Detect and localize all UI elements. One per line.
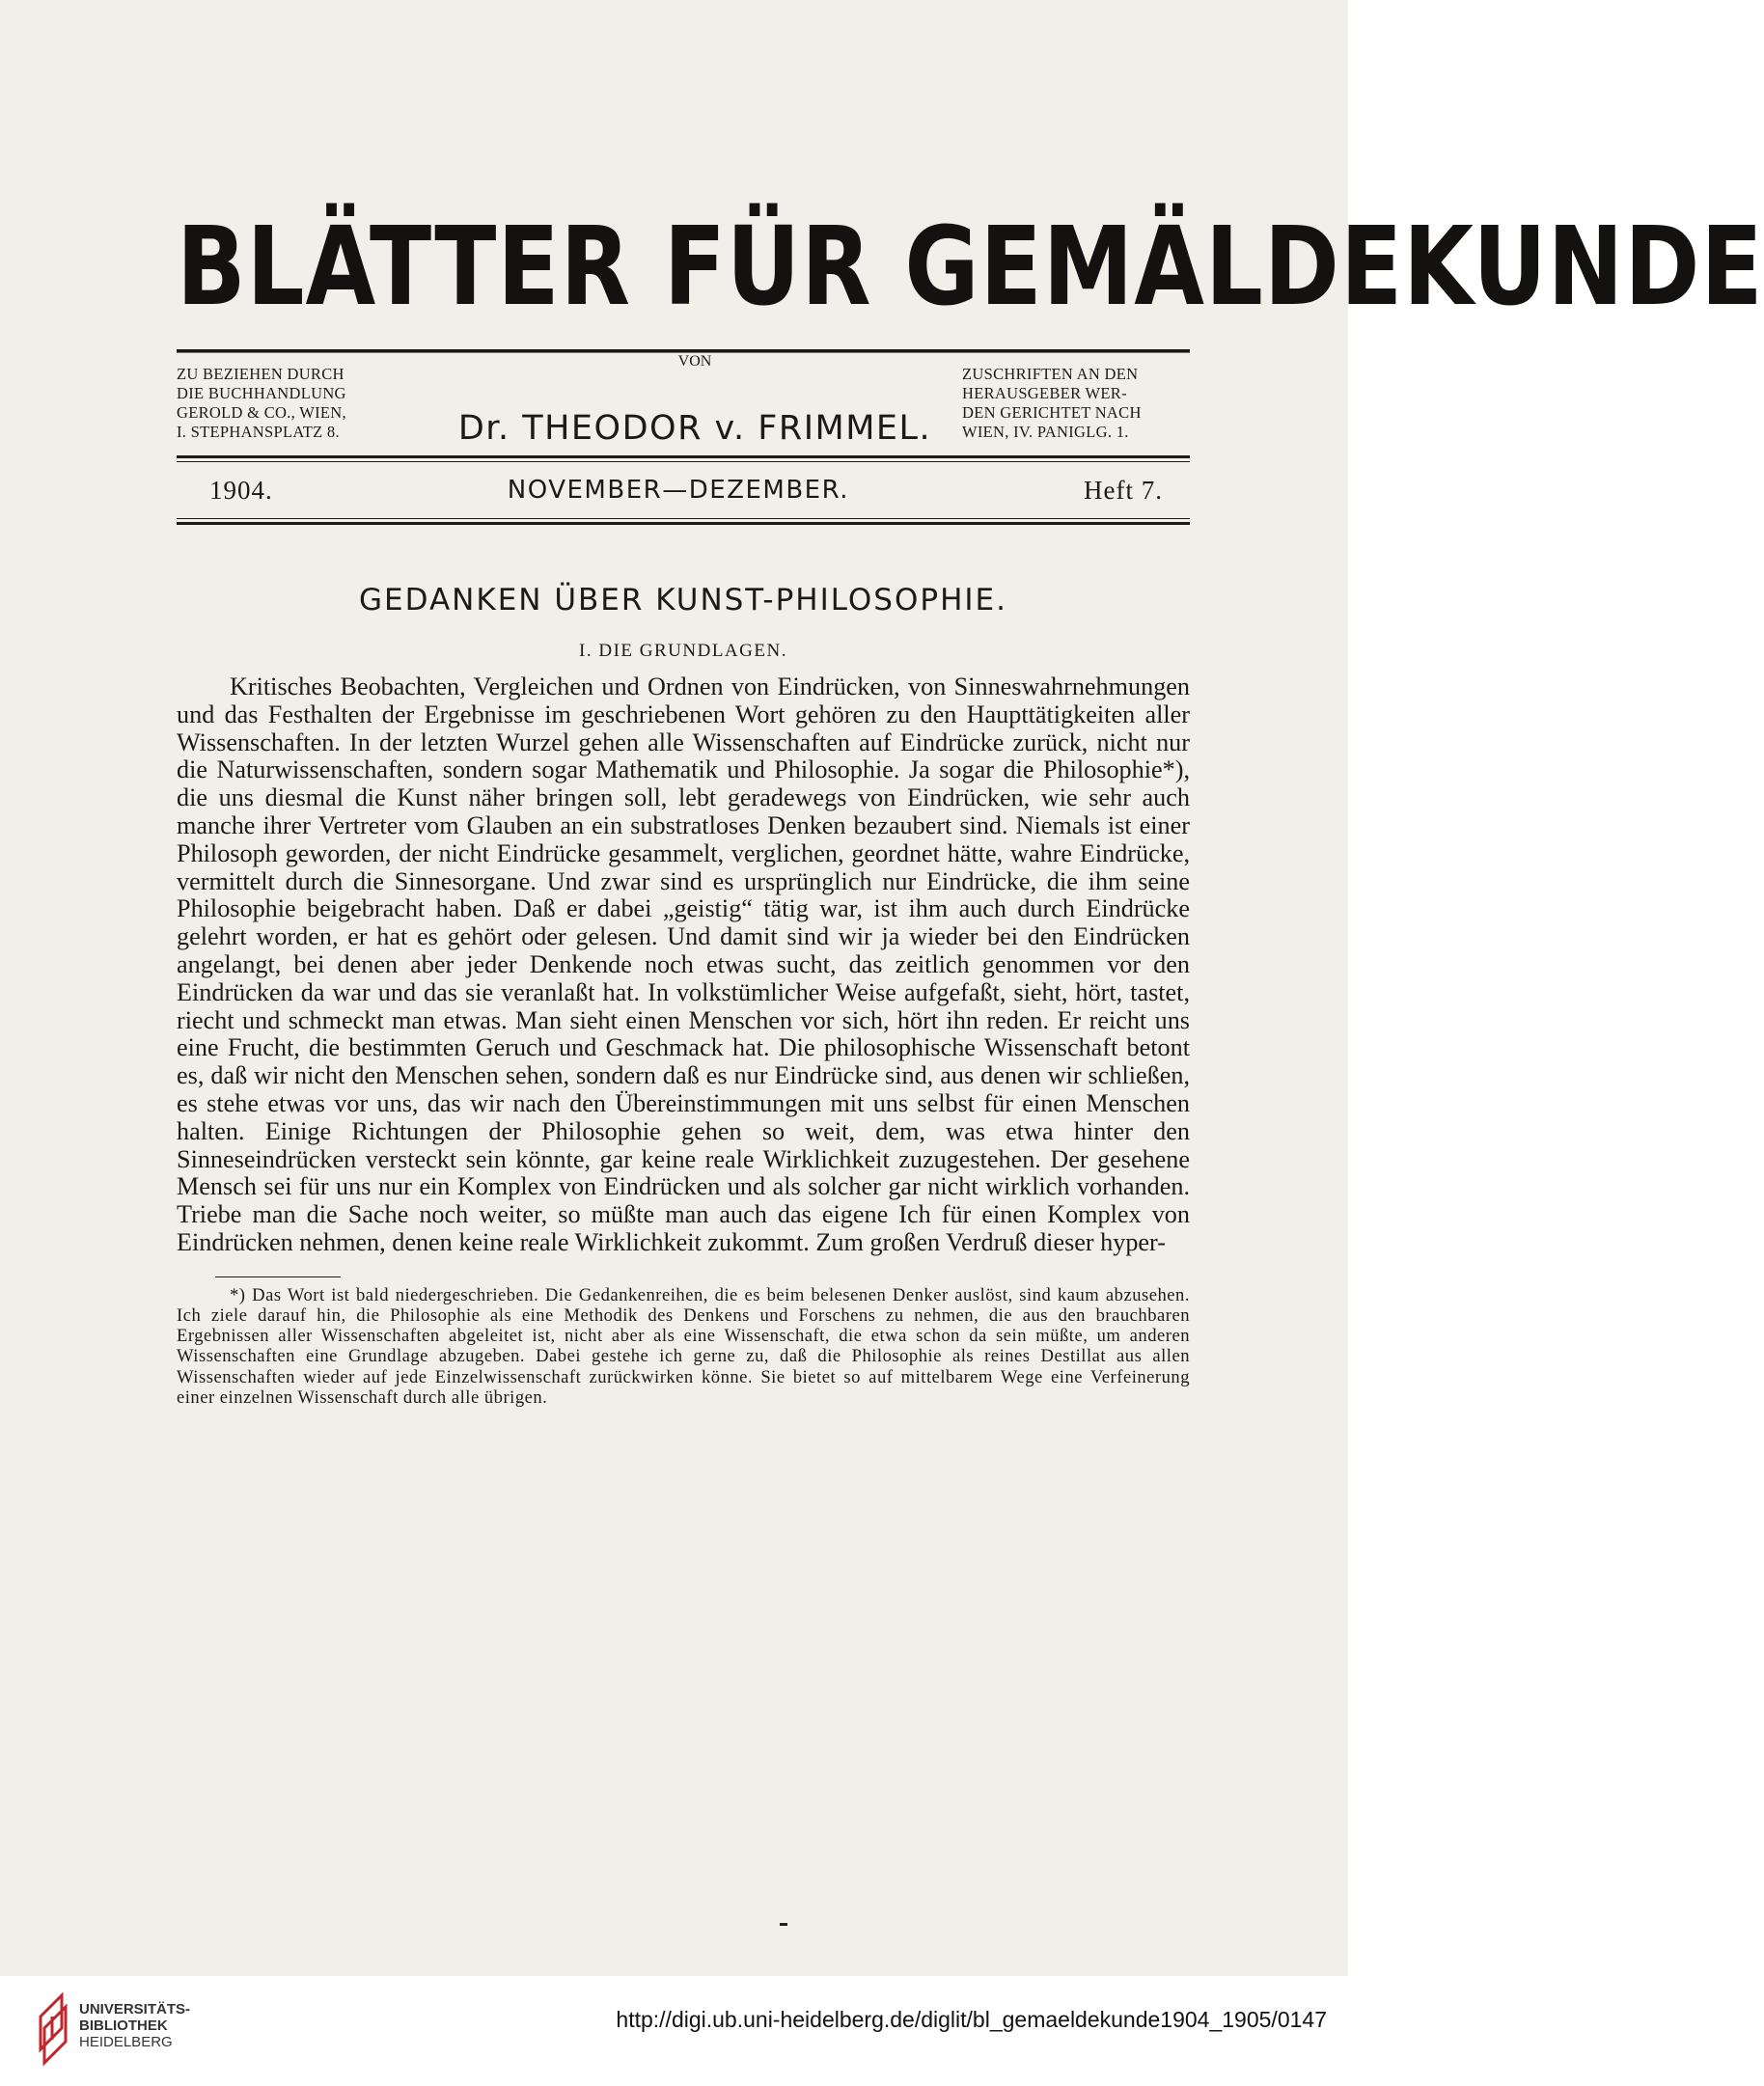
publisher-right-line: WIEN, IV. PANIGLG. 1. <box>962 423 1129 441</box>
page-content <box>177 193 1764 1408</box>
von-label: VON <box>677 353 712 370</box>
editor-block <box>427 353 962 448</box>
issue-year: 1904. <box>209 475 273 505</box>
library-name <box>79 2001 190 2050</box>
source-url-link[interactable]: http://digi.ub.uni-heidelberg.de/diglit/bl_gemaeldekunde1904_1905/0147 <box>616 2007 1327 2032</box>
publisher-left-line: DIE BUCHHANDLUNG <box>177 384 346 402</box>
library-line: UNIVERSITÄTS- <box>79 2001 191 2017</box>
publisher-left-line: ZU BEZIEHEN DURCH <box>177 365 345 383</box>
article-body: Kritisches Beobachten, Vergleichen und Ordnen von Eindrücken, von Sinneswahrnehmungen und das Festhalten der Ergebnisse im geschriebenen Wort gehören zu den Haupttätigkeiten aller Wissenschaften. In der letzten Wurzel gehen alle Wissenschaften auf Eindrücke zurück, nicht nur die Naturwissenschaften, sondern sogar Mathematik und Philosophie. Ja sogar die Philosophie*), die uns diesmal die Kunst näher bringen soll, lebt geradewegs von Eindrücken, wie sehr auch manche ihrer Vertreter vom Glauben an ein substratloses Denken bezaubert sind. Niemals ist einer Philosoph geworden, der nicht Eindrücke gesammelt, verglichen, geordnet hätte, wahre Eindrücke, vermittelt durch die Sinnesorgane. Und zwar sind es ursprünglich nur Eindrücke, die ihm seine Philosophie beigebracht haben. Daß er dabei „geistig“ tätig war, ist ihm auch durch Eindrücke gelehrt worden, er hat es gehört oder gelesen. Und damit sind wir ja wieder bei den Eindrücken angelangt, bei denen aber jeder Denkende noch etwas sucht, das zeitlich genommen vor den Eindrücken da war und das sie veranlaßt hat. In volkstümlicher Weise aufgefaßt, sieht, hört, tastet, riecht und schmeckt man etwas. Man sieht einen Menschen vor sich, hört ihn reden. Er reicht uns eine Frucht, die bestimmten Geruch und Geschmack hat. Die philosophische Wissenschaft betont es, daß wir nicht den Menschen sehen, sondern daß es nur Eindrücke sind, aus denen wir schließen, es stehe etwas vor uns, das wir nach den Übereinstimmungen mit uns selbst für einen Menschen halten. Einige Richtungen der Philosophie gehen so weit, dem, was etwa hinter den Sinneseindrücken versteckt sein könnte, gar keine reale Wirklichkeit zuzugestehen. Der gesehene Mensch sei für uns nur ein Komplex von Eindrücken und als solcher gar nicht wirklich vorhanden. Triebe man die Sache noch weiter, so müßte man auch das eigene Ich für einen Komplex von Eindrücken nehmen, denen keine reale Wirklichkeit zukommt. Zum großen Verdruß dieser hyper- <box>177 672 1190 1256</box>
header-rule-top <box>177 455 1190 462</box>
library-line: HEIDELBERG <box>79 2034 173 2050</box>
footnote: *) Das Wort ist bald niedergeschrieben. Die Gedankenreihen, die es beim belesenen Denker auslöst, sind kaum abzusehen. Ich ziele darauf hin, die Philosophie als eine Methodik des Denkens und Forschens zu nehmen, die aus den brauchbaren Ergebnissen aller Wissenschaften abgeleitet ist, nicht aber als eine Wissenschaft, die etwa schon da sein müßte, um anderen Wissenschaften eine Grundlage abzugeben. Dabei gestehe ich gerne zu, daß die Philosophie als reines Destillat aus allen Wissenschaften wieder auf jede Einzelwissenschaft zurückwirken könne. Sie bietet so auf mittelbarem Wege eine Verfeinerung einer einzelnen Wissenschaft durch alle übrigen. <box>177 1284 1190 1408</box>
journal-masthead: BLÄTTER FÜR GEMÄLDEKUNDE <box>177 193 1190 353</box>
publisher-right-line: ZUSCHRIFTEN AN DEN <box>962 365 1139 383</box>
publisher-left-line: GEROLD & CO., WIEN, <box>177 403 346 422</box>
section-title: I. DIE GRUNDLAGEN. <box>579 641 787 661</box>
publisher-line <box>177 353 1190 448</box>
article-title: GEDANKEN ÜBER KUNST-PHILOSOPHIE. <box>359 583 1007 618</box>
issue-months: NOVEMBER—DEZEMBER. <box>507 476 849 505</box>
page-mark <box>780 1923 787 1926</box>
library-logo-icon <box>33 1991 71 2069</box>
publisher-left-line: I. STEPHANSPLATZ 8. <box>177 423 340 441</box>
publisher-right-block <box>962 365 1190 442</box>
library-line: BIBLIOTHEK <box>79 2017 168 2034</box>
publisher-left-block <box>177 365 427 442</box>
editor-name: Dr. THEODOR v. FRIMMEL. <box>457 409 932 448</box>
issue-line <box>177 462 1190 518</box>
footnote-rule <box>215 1276 341 1277</box>
publisher-right-line: DEN GERICHTET NACH <box>962 403 1142 422</box>
issue-heft: Heft 7. <box>1084 475 1163 505</box>
publisher-right-line: HERAUSGEBER WER- <box>962 384 1127 402</box>
digitization-footer <box>0 1976 1348 2086</box>
header-rule-bottom <box>177 518 1190 525</box>
